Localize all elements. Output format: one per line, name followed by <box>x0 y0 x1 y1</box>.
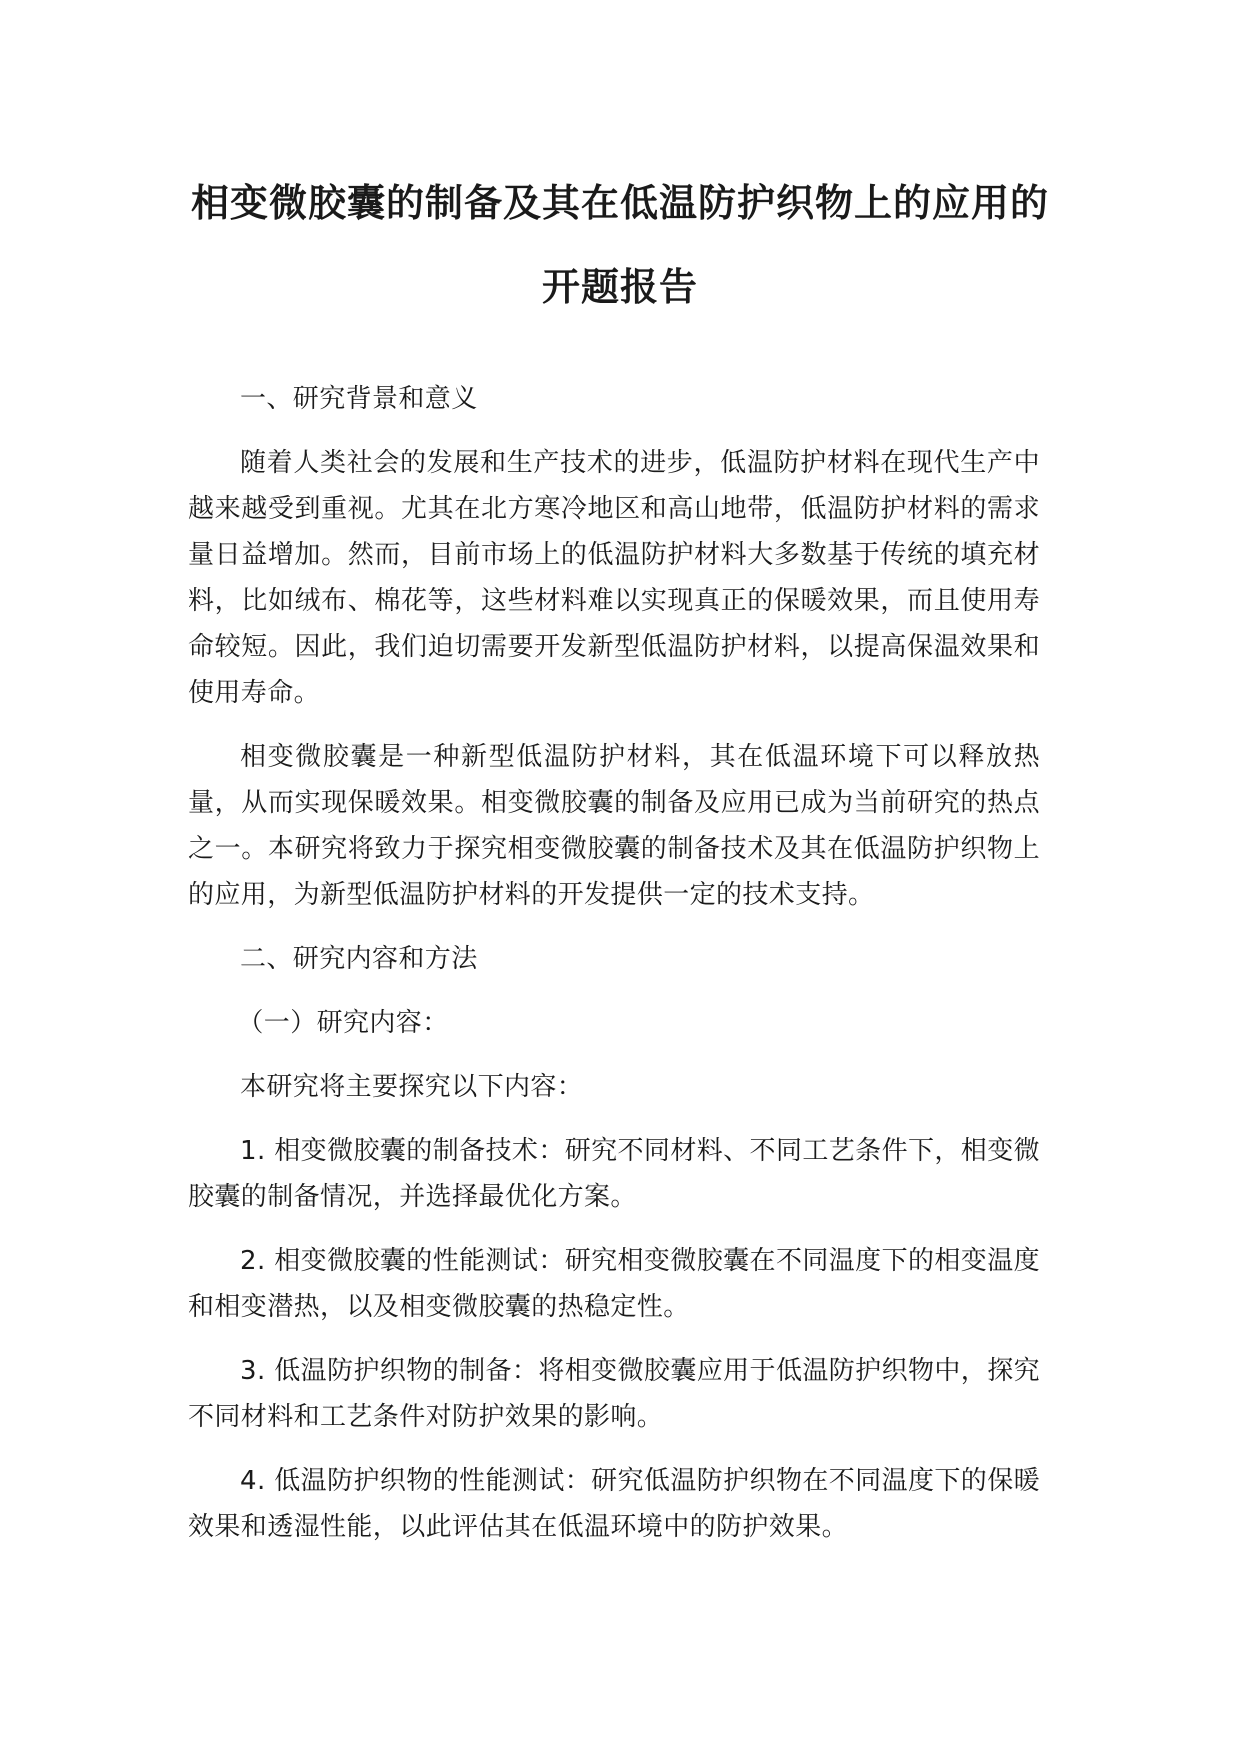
list-item-2: 2. 相变微胶囊的性能测试：研究相变微胶囊在不同温度下的相变温度和相变潜热，以及相变微胶囊的热稳定性。 <box>188 1246 1040 1322</box>
document-body <box>188 376 1040 1568</box>
list-item-1: 1. 相变微胶囊的制备技术：研究不同材料、不同工艺条件下，相变微胶囊的制备情况，并选择最优化方案。 <box>188 1136 1040 1212</box>
paragraph-background-1: 随着人类社会的发展和生产技术的进步，低温防护材料在现代生产中越来越受到重视。尤其在北方寒冷地区和高山地带，低温防护材料的需求量日益增加。然而，目前市场上的低温防护材料大多数基于传统的填充材料，比如绒布、棉花等，这些材料难以实现真正的保暖效果，而且使用寿命较短。因此，我们迫切需要开发新型低温防护材料，以提高保温效果和使用寿命。 <box>188 448 1040 708</box>
subsection-heading-content: （一）研究内容： <box>237 1008 449 1038</box>
section-heading-content-method: 二、研究内容和方法 <box>240 944 478 974</box>
list-item-3: 3. 低温防护织物的制备：将相变微胶囊应用于低温防护织物中，探究不同材料和工艺条件对防护效果的影响。 <box>188 1356 1040 1432</box>
content-intro: 本研究将主要探究以下内容： <box>240 1072 584 1102</box>
list-item-4: 4. 低温防护织物的性能测试：研究低温防护织物在不同温度下的保暖效果和透湿性能，以此评估其在低温环境中的防护效果。 <box>188 1466 1040 1542</box>
paragraph-background-2: 相变微胶囊是一种新型低温防护材料，其在低温环境下可以释放热量，从而实现保暖效果。相变微胶囊的制备及应用已成为当前研究的热点之一。本研究将致力于探究相变微胶囊的制备技术及其在低温防护织物上的应用，为新型低温防护材料的开发提供一定的技术支持。 <box>188 742 1040 910</box>
document-title-line2: 开题报告 <box>541 265 698 309</box>
document-title-line1: 相变微胶囊的制备及其在低温防护织物上的应用的 <box>190 181 1049 225</box>
section-heading-background: 一、研究背景和意义 <box>240 384 478 414</box>
